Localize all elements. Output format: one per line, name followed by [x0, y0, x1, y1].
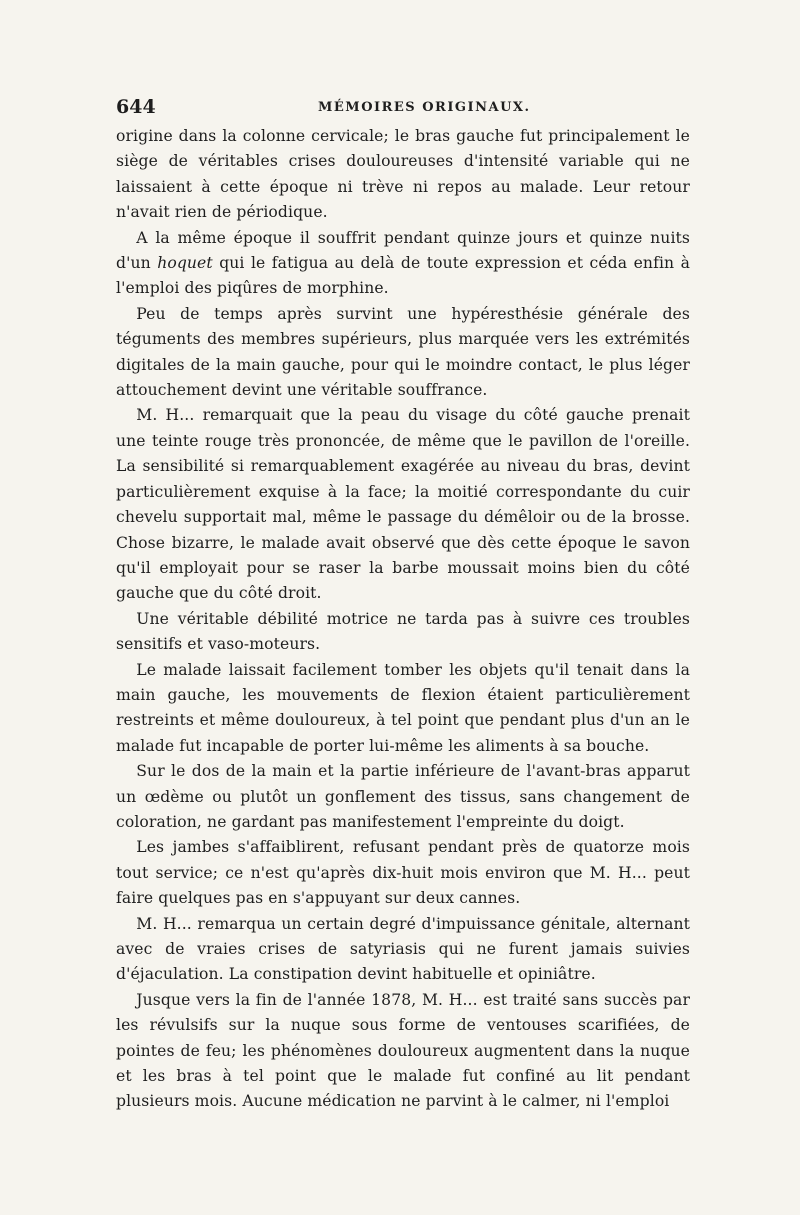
page-number: 644 [116, 96, 156, 118]
text-run: qui le fatigua au delà de toute expression et céda enfin à l'emploi des piqûres de morphine. [116, 254, 691, 298]
body-text [116, 124, 690, 1115]
paragraph: Jusque vers la fin de l'année 1878, M. H... est traité sans succès par les révulsifs sur la nuque sous forme de ventouses scarifiées, de pointes de feu; les phénomènes douloureux augmentent dans la nuque et les bras à tel point que le malade fut confiné au lit pendant plusieurs mois. Aucune médication ne parvint à le calmer, ni l'emploi [116, 990, 690, 1111]
paragraph: Les jambes s'affaiblirent, refusant pendant près de quatorze mois tout service; ce n'est qu'après dix-huit mois environ que M. H... peut faire quelques pas en s'appuyant sur deux cannes. [116, 838, 690, 908]
text-run: A la même époque il souffrit pendant quinze jours et quinze nuits d'un [116, 228, 690, 273]
paragraph: Peu de temps après survint une hypéresthésie générale des téguments des membres supérieurs, plus marquée vers les extrémités digitales de la main gauche, pour qui le moindre contact, le plus léger attouchement devint une véritable souffrance. [116, 304, 690, 400]
paragraph: origine dans la colonne cervicale; le bras gauche fut principalement le siège de véritables crises douloureuses d'intensité variable qui ne laissaient à cette époque ni trève ni repos au malade. Leur retour n'avait rien de périodique. [116, 127, 690, 222]
paragraph: Une véritable débilité motrice ne tarda pas à suivre ces troubles sensitifs et vaso-moteurs. [116, 609, 690, 654]
paragraph: Le malade laissait facilement tomber les objets qu'il tenait dans la main gauche, les mouvements de flexion étaient particulièrement restreints et même douloureux, à tel point que pendant plus d'un an le malade fut incapable de porter lui-même les aliments à sa bouche. [116, 660, 690, 755]
paragraph: M. H... remarquait que la peau du visage du côté gauche prenait une teinte rouge très prononcée, de même que le pavillon de l'oreille. La sensibilité si remarquablement exagérée au niveau du bras, devint particulièrement exquise à la face; la moitié correspondante du cuir chevelu supportait mal, même le passage du démêloir ou de la brosse. Chose bizarre, le malade avait observé que dès cette époque le savon qu'il employait pour se raser la barbe moussait moins bien du côté gauche que du côté droit. [116, 406, 690, 603]
page-header [116, 96, 690, 122]
paragraph: Sur le dos de la main et la partie inférieure de l'avant-bras apparut un œdème ou plutôt un gonflement des tissus, sans changement de coloration, ne gardant pas manifestement l'empreinte du doigt. [116, 762, 690, 831]
running-head: MÉMOIRES ORIGINAUX. [318, 100, 531, 115]
italic-term: hoquet [157, 254, 213, 273]
paragraph [116, 226, 690, 302]
paragraph: M. H... remarqua un certain degré d'impuissance génitale, alternant avec de vraies crises de satyriasis qui ne furent jamais suivies d'éjaculation. La constipation devint habituelle et opiniâtre. [116, 914, 690, 984]
